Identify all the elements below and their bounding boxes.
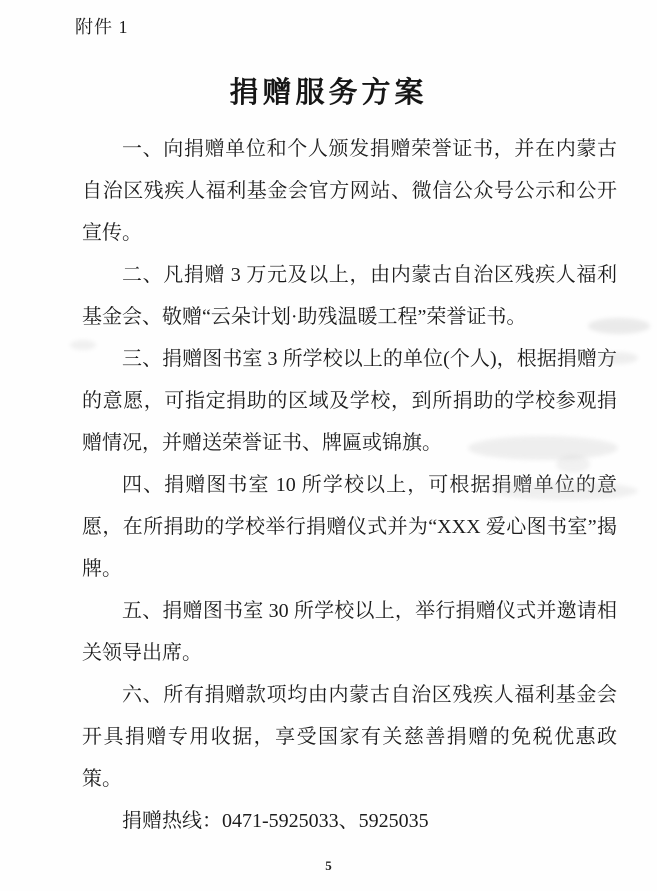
document-body xyxy=(82,128,617,842)
attachment-label: 附件 1 xyxy=(75,17,129,37)
hotline-line: 捐赠热线：0471-5925033、5925035 xyxy=(122,810,429,832)
paragraph-6: 六、所有捐赠款项均由内蒙古自治区残疾人福利基金会开具捐赠专用收据，享受国家有关慈善捐赠的免税优惠政策。 xyxy=(82,684,617,790)
paragraph-3: 三、捐赠图书室 3 所学校以上的单位(个人)，根据捐赠方的意愿，可指定捐助的区域及学校，到所捐助的学校参观捐赠情况，并赠送荣誉证书、牌匾或锦旗。 xyxy=(82,348,617,454)
document-title: 捐赠服务方案 xyxy=(229,77,428,109)
paragraph-4: 四、捐赠图书室 10 所学校以上，可根据捐赠单位的意愿，在所捐助的学校举行捐赠仪式并为“XXX 爱心图书室”揭牌。 xyxy=(82,474,617,580)
paragraph-2: 二、凡捐赠 3 万元及以上，由内蒙古自治区残疾人福利基金会、敬赠“云朵计划·助残温暖工程”荣誉证书。 xyxy=(82,264,617,328)
paragraph-1: 一、向捐赠单位和个人颁发捐赠荣誉证书，并在内蒙古自治区残疾人福利基金会官方网站、微信公众号公示和公开宣传。 xyxy=(82,138,617,244)
paragraph-5: 五、捐赠图书室 30 所学校以上，举行捐赠仪式并邀请相关领导出席。 xyxy=(82,600,617,664)
page-number: 5 xyxy=(325,858,332,873)
